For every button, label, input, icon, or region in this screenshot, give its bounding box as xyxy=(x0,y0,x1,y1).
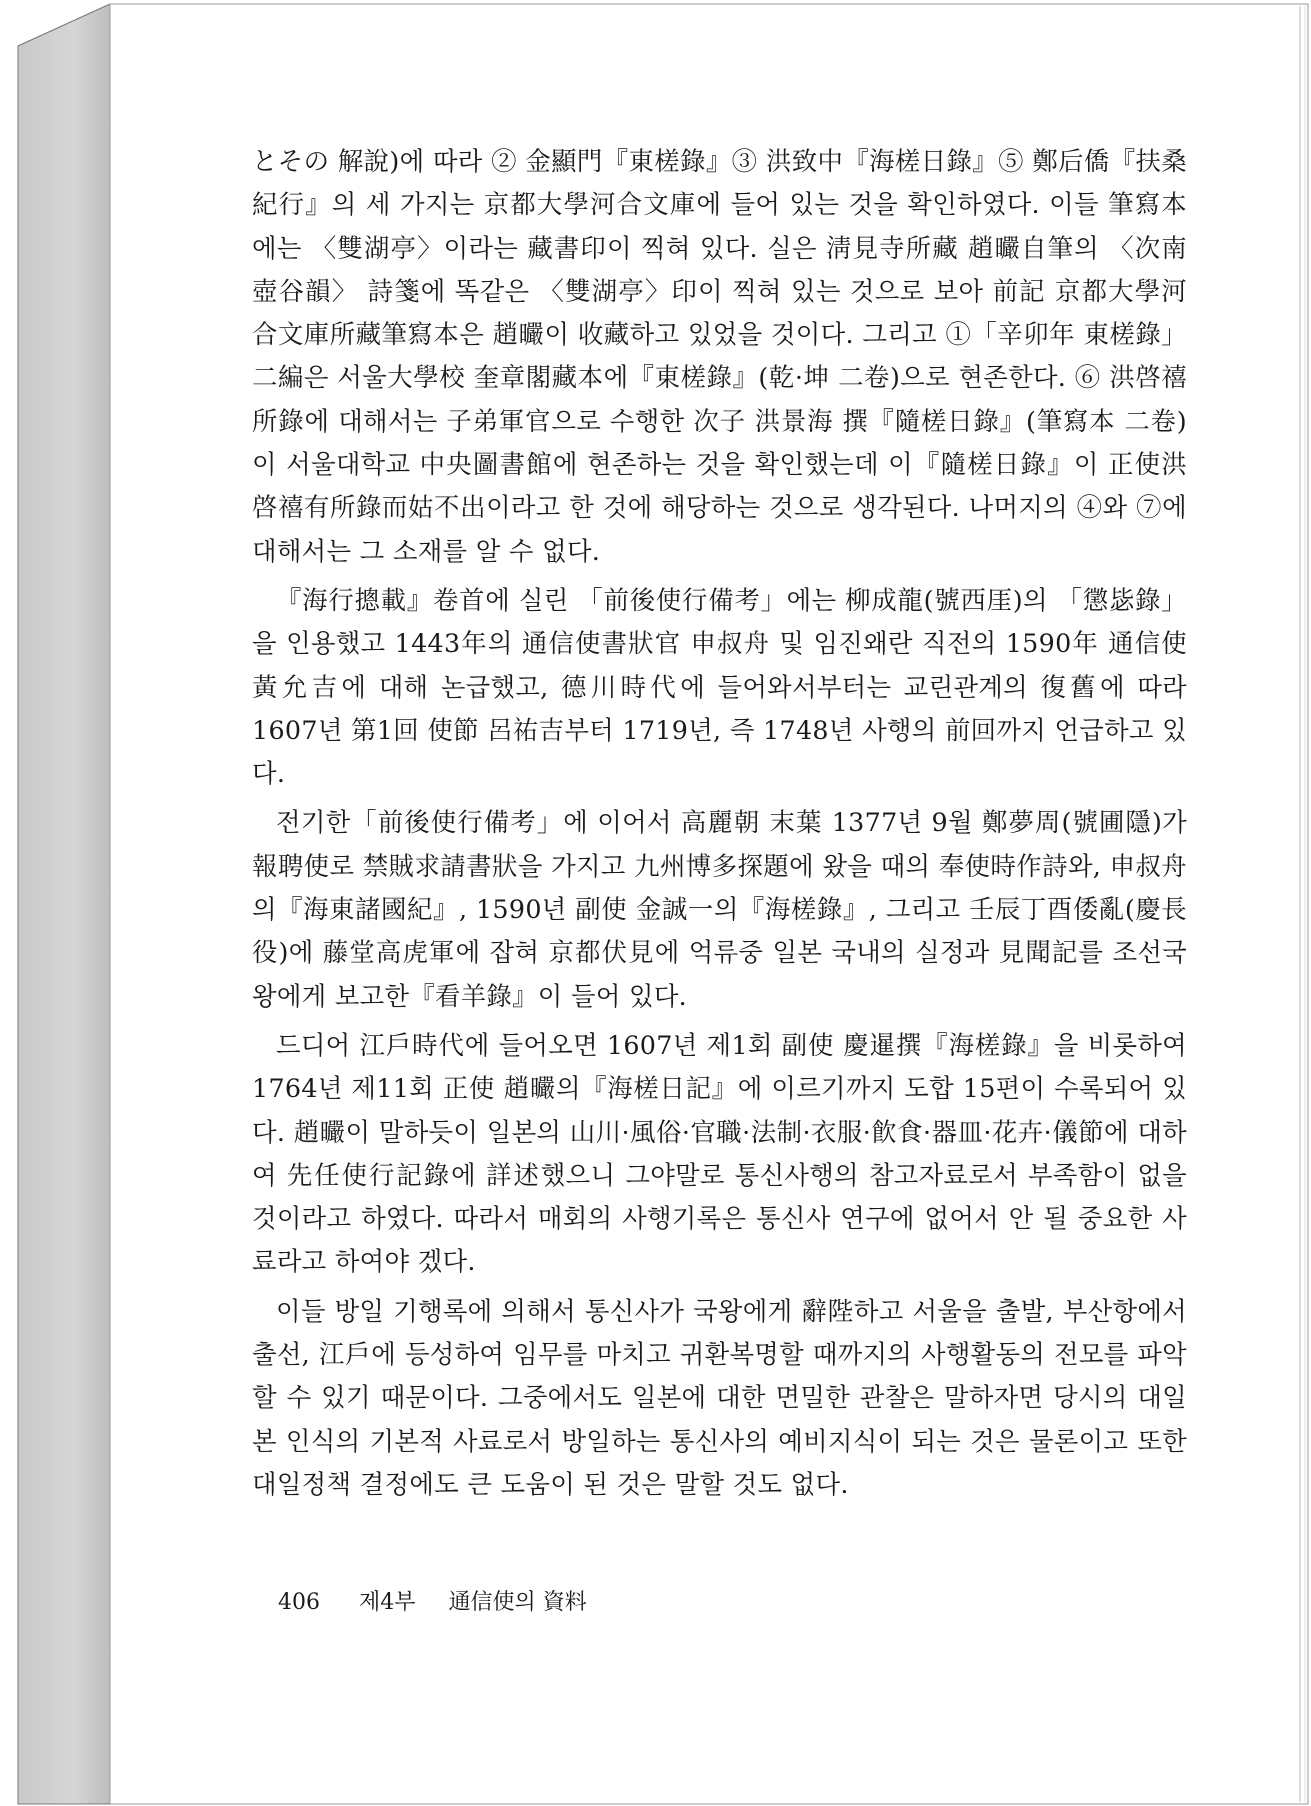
paragraph-4: 드디어 江戶時代에 들어오면 1607년 제1회 副使 慶暹撰『海槎錄』을 비롯하여 1764년 제11회 正使 趙曮의『海槎日記』에 이르기까지 도합 15편이 수록되어 있다. 趙曮이 말하듯이 일본의 山川·風俗·官職·法制·衣服·飮食·器皿·花卉·儀節에 대하여 先任使行記錄에 詳述했으니 그야말로 통신사행의 참고자료로서 부족함이 없을 것이라고 하였다. 따라서 매회의 사행기록은 통신사 연구에 없어서 안 될 중요한 사료라고 하여야 겠다. xyxy=(252,1029,1187,1277)
paragraph-2: 『海行摠載』卷首에 실린 「前後使行備考」에는 柳成龍(號西厓)의 「懲毖錄」을 인용했고 1443年의 通信使書狀官 申叔舟 및 임진왜란 직전의 1590年 通信使 黃允吉에 대해 논급했고, 德川時代에 들어와서부터는 교린관계의 復舊에 따라 1607년 第1回 使節 呂祐吉부터 1719년, 즉 1748년 사행의 前回까지 언급하고 있다. xyxy=(252,584,1187,789)
book-spine xyxy=(18,4,110,1804)
part-label: 제4부 xyxy=(359,1590,416,1615)
paragraph-1: とその 解說)에 따라 ② 金顯門『東槎錄』③ 洪致中『海槎日錄』⑤ 鄭后僑『扶桑紀行』의 세 가지는 京都大學河合文庫에 들어 있는 것을 확인하였다. 이들 筆寫本에는 〈雙湖亭〉이라는 藏書印이 찍혀 있다. 실은 淸見寺所藏 趙曮自筆의 〈次南壺谷韻〉 詩箋에 똑같은 〈雙湖亭〉印이 찍혀 있는 것으로 보아 前記 京都大學河合文庫所藏筆寫本은 趙曮이 收藏하고 있었을 것이다. 그리고 ①「辛卯年 東槎錄」二編은 서울大學校 奎章閣藏本에『東槎錄』(乾·坤 二卷)으로 현존한다. ⑥ 洪啓禧所錄에 대해서는 子弟軍官으로 수행한 次子 洪景海 撰『隨槎日錄』(筆寫本 二卷)이 서울대학교 中央圖書館에 현존하는 것을 확인했는데 이『隨槎日錄』이 正使洪啓禧有所錄而姑不出이라고 한 것에 해당하는 것으로 생각된다. 나머지의 ④와 ⑦에 대해서는 그 소재를 알 수 없다. xyxy=(252,146,1187,566)
page-body xyxy=(252,140,1187,1506)
page-footer xyxy=(278,1585,587,1616)
paragraph-3: 전기한「前後使行備考」에 이어서 高麗朝 末葉 1377년 9월 鄭夢周(號圃隱)가 報聘使로 禁賊求請書狀을 가지고 九州博多探題에 왔을 때의 奉使時作詩와, 申叔舟의『海東諸國紀』, 1590년 副使 金誠一의『海槎錄』, 그리고 壬辰丁酉倭亂(慶長役)에 藤堂高虎軍에 잡혀 京都伏見에 억류중 일본 국내의 실정과 見聞記를 조선국왕에게 보고한『看羊錄』이 들어 있다. xyxy=(252,807,1187,1011)
page-number: 406 xyxy=(278,1590,320,1615)
paragraph-5: 이들 방일 기행록에 의해서 통신사가 국왕에게 辭陛하고 서울을 출발, 부산항에서 출선, 江戶에 등성하여 임무를 마치고 귀환복명할 때까지의 사행활동의 전모를 파악할 수 있기 때문이다. 그중에서도 일본에 대한 면밀한 관찰은 말하자면 당시의 대일본 인식의 기본적 사료로서 방일하는 통신사의 예비지식이 되는 것은 물론이고 또한 대일정책 결정에도 큰 도움이 된 것은 말할 것도 없다. xyxy=(252,1295,1187,1499)
section-title: 通信使의 資料 xyxy=(448,1590,587,1615)
